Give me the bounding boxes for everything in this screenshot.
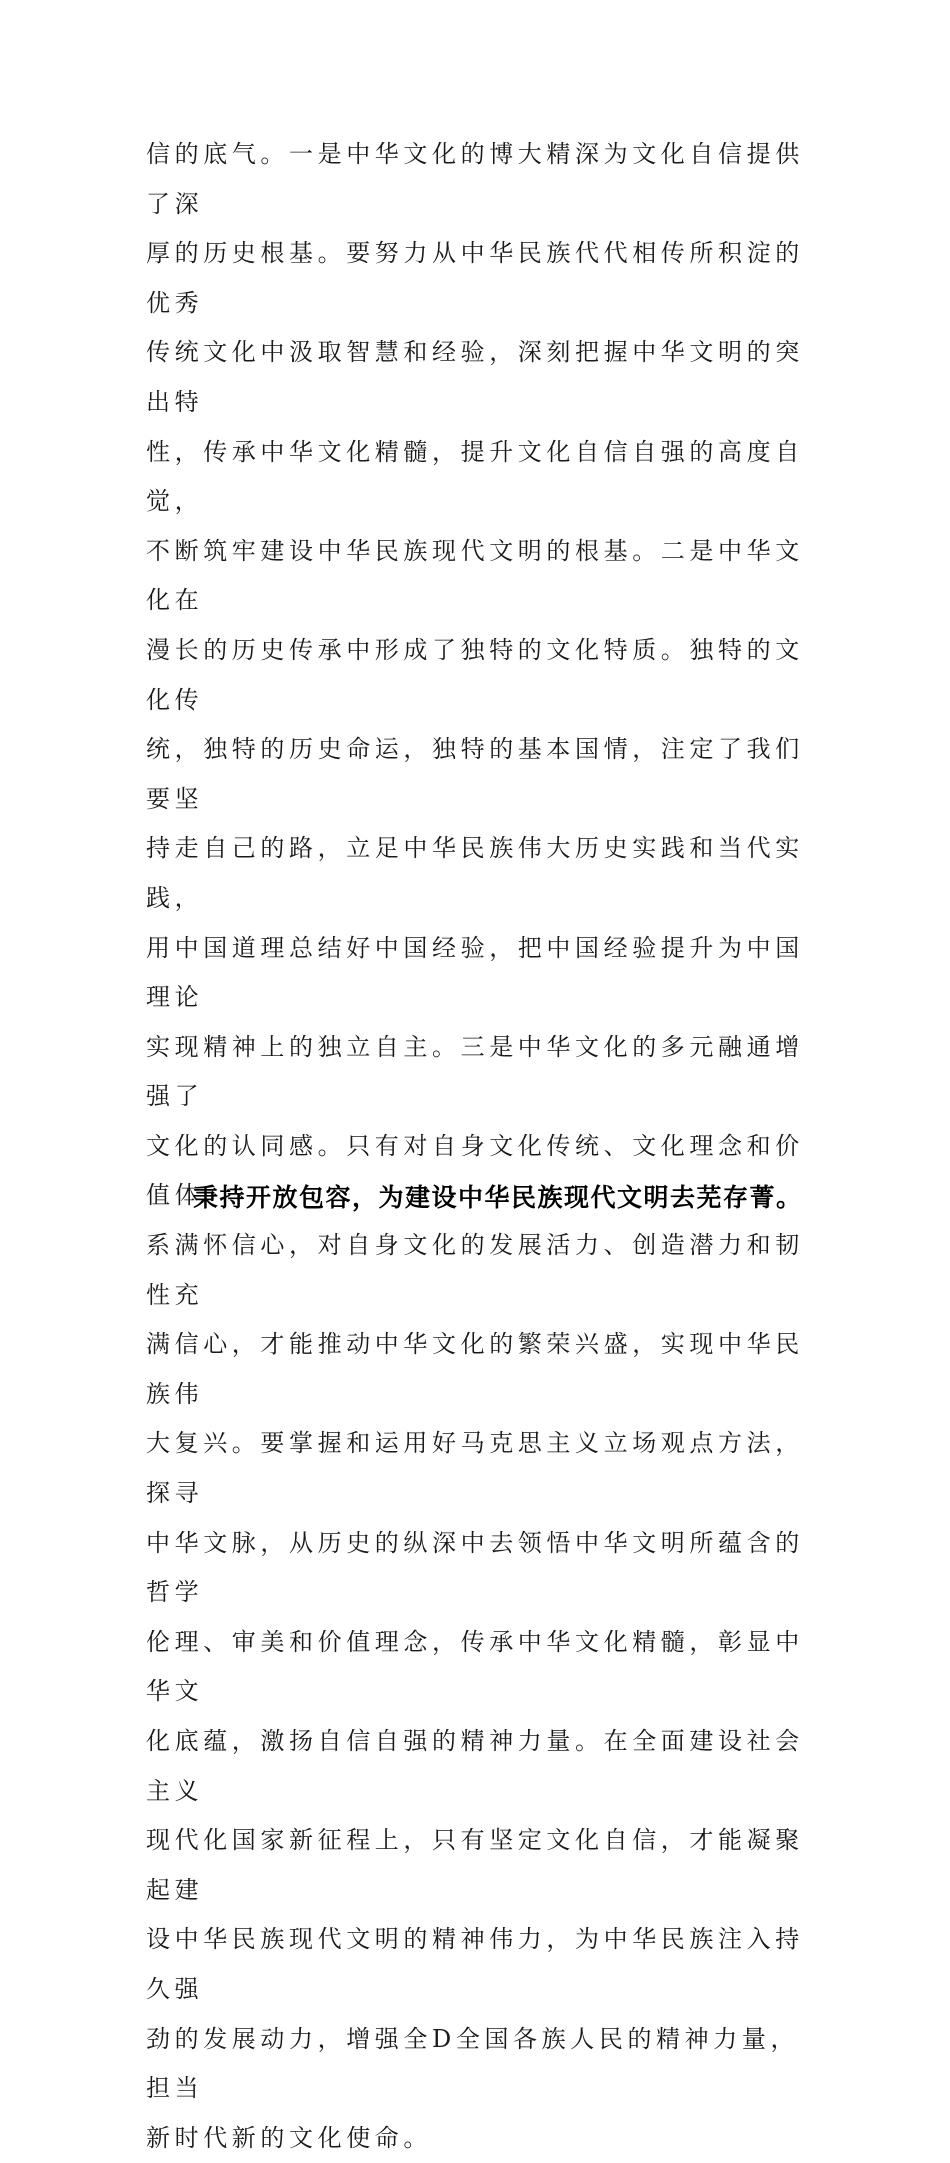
body-paragraph: 信的底气。一是中华文化的博大精深为文化自信提供了深 厚的历史根基。要努力从中华民族代代相传所积淀的优秀 传统文化中汲取智慧和经验，深刻把握中华文明的突出特 性，传承中华文化精髓，提升文化自信自强的高度自觉， 不断筑牢建设中华民族现代文明的根基。二是中华文化在 漫长的历史传承中形成了独特的文化特质。独特的文化传 统，独特的历史命运，独特的基本国情，注定了我们要坚 持走自己的路，立足中华民族伟大历史实践和当代实践， 用中国道理总结好中国经验，把中国经验提升为中国理论 实现精神上的独立自主。三是中华文化的多元融通增强了 文化的认同感。只有对自身文化传统、文化理念和价值体 系满怀信心，对自身文化的发展活力、创造潜力和韧性充 满信心，才能推动中华文化的繁荣兴盛，实现中华民族伟 大复兴。要掌握和运用好马克思主义立场观点方法，探寻 中华文脉，从历史的纵深中去领悟中华文明所蕴含的哲学 伦理、审美和价值理念，传承中华文化精髓，彰显中华文 化底蕴，激扬自信自强的精神力量。在全面建设社会主义 现代化国家新征程上，只有坚定文化自信，才能凝聚起建 设中华民族现代文明的精神伟力，为中华民族注入持久强 劲的发展动力，增强全D全国各族人民的精神力量，担当 新时代新的文化使命。 bbox=[146, 140, 804, 2152]
section-heading: 秉持开放包容，为建设中华民族现代文明去芜存菁。 bbox=[193, 1183, 803, 1212]
